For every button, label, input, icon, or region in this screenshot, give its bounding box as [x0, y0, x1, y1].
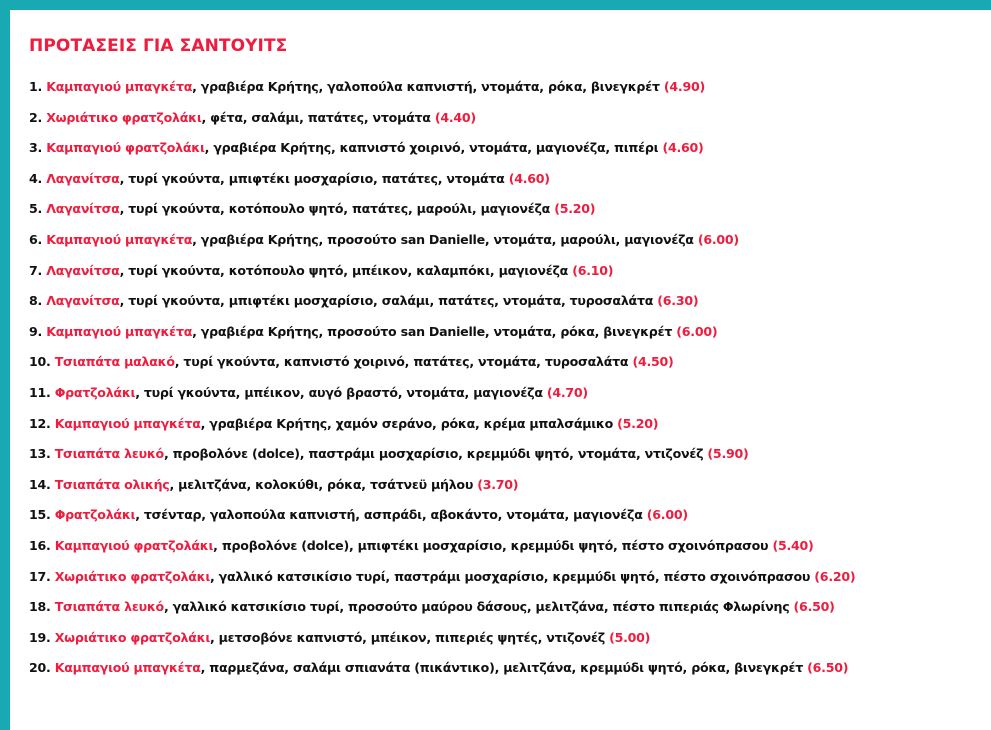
- item-bread: Λαγανίτσα: [46, 262, 120, 278]
- item-bread: Λαγανίτσα: [46, 201, 120, 217]
- item-ingredients: , τυρί γκούντα, κοτόπουλο ψητό, πατάτες, μαρούλι, μαγιονέζα: [119, 201, 555, 217]
- item-bread: Καμπαγιού μπαγκέτα: [46, 231, 193, 247]
- item-price: (6.30): [657, 293, 699, 309]
- item-bread: Καμπαγιού φρατζολάκι: [46, 140, 205, 156]
- item-ingredients: , τυρί γκούντα, μπιφτέκι μοσχαρίσιο, πατάτες, ντομάτα: [119, 170, 509, 186]
- item-ingredients: , προβολόνε (dolce), μπιφτέκι μοσχαρίσιο, κρεμμύδι ψητό, πέστο σχοινόπρασου: [213, 537, 773, 553]
- item-price: (6.00): [676, 323, 718, 339]
- item-bread: Καμπαγιού μπαγκέτα: [46, 79, 193, 94]
- item-ingredients: , γαλλικό κατσικίσιο τυρί, προσούτο μαύρου δάσους, μελιτζάνα, πέστο πιπεριάς Φλωρίνης: [163, 599, 794, 615]
- item-bread: Χωριάτικο φρατζολάκι: [54, 568, 210, 584]
- item-number: 17.: [29, 568, 51, 584]
- item-number: 9.: [29, 323, 43, 339]
- item-bread: Χωριάτικο φρατζολάκι: [54, 629, 210, 645]
- list-item: [29, 199, 991, 230]
- item-price: (6.00): [646, 507, 688, 523]
- item-ingredients: , προβολόνε (dolce), παστράμι μοσχαρίσιο, κρεμμύδι ψητό, ντομάτα, ντιζονέζ: [163, 446, 708, 462]
- list-item: [29, 108, 991, 139]
- item-ingredients: , παρμεζάνα, σαλάμι σπιανάτα (πικάντικο), μελιτζάνα, κρεμμύδι ψητό, ρόκα, βινεγκρέτ: [200, 660, 808, 676]
- list-item: [29, 291, 991, 322]
- item-number: 5.: [29, 201, 43, 217]
- list-item: [29, 414, 991, 445]
- item-number: 16.: [29, 537, 51, 553]
- list-item: [29, 138, 991, 169]
- item-number: 3.: [29, 140, 43, 156]
- list-item: [29, 658, 991, 689]
- item-bread: Λαγανίτσα: [46, 170, 120, 186]
- item-ingredients: , γραβιέρα Κρήτης, γαλοπούλα καπνιστή, ντομάτα, ρόκα, βινεγκρέτ: [192, 79, 664, 94]
- list-item: [29, 77, 991, 108]
- item-number: 8.: [29, 293, 43, 309]
- item-ingredients: , τυρί γκούντα, μπιφτέκι μοσχαρίσιο, σαλάμι, πατάτες, ντομάτα, τυροσαλάτα: [119, 293, 658, 309]
- item-ingredients: , γαλλικό κατσικίσιο τυρί, παστράμι μοσχαρίσιο, κρεμμύδι ψητό, πέστο σχοινόπρασου: [210, 568, 815, 584]
- list-item: [29, 230, 991, 261]
- item-price: (5.90): [707, 446, 749, 462]
- item-ingredients: , γραβιέρα Κρήτης, χαμόν σεράνο, ρόκα, κρέμα μπαλσάμικο: [200, 415, 618, 431]
- item-bread: Καμπαγιού φρατζολάκι: [54, 537, 214, 553]
- item-bread: Τσιαπάτα ολικής: [54, 476, 170, 492]
- item-price: (4.40): [434, 109, 476, 125]
- item-price: (4.60): [508, 170, 550, 186]
- list-item: [29, 475, 991, 506]
- item-bread: Χωριάτικο φρατζολάκι: [46, 109, 202, 125]
- list-item: [29, 322, 991, 353]
- page-title: ΠΡΟΤΑΣΕΙΣ ΓΙΑ ΣΑΝΤΟΥΙΤΣ: [29, 36, 288, 56]
- item-ingredients: , μετσοβόνε καπνιστό, μπέικον, πιπεριές ψητές, ντιζονέζ: [210, 629, 610, 645]
- item-price: (6.00): [697, 231, 739, 247]
- item-number: 12.: [29, 415, 51, 431]
- item-price: (5.20): [554, 201, 596, 217]
- item-price: (5.40): [772, 537, 814, 553]
- item-ingredients: , φέτα, σαλάμι, πατάτες, ντομάτα: [201, 109, 435, 125]
- list-item: [29, 261, 991, 292]
- item-bread: Φρατζολάκι: [54, 384, 136, 400]
- item-number: 18.: [29, 599, 51, 615]
- item-price: (4.60): [662, 140, 704, 156]
- item-bread: Φρατζολάκι: [54, 507, 136, 523]
- item-bread: Καμπαγιού μπαγκέτα: [54, 660, 201, 676]
- item-number: 14.: [29, 476, 51, 492]
- item-bread: Καμπαγιού μπαγκέτα: [46, 323, 193, 339]
- item-number: 10.: [29, 354, 51, 370]
- item-price: (5.00): [609, 629, 651, 645]
- list-item: [29, 169, 991, 200]
- item-price: (4.50): [632, 354, 674, 370]
- item-price: (6.20): [814, 568, 856, 584]
- item-bread: Καμπαγιού μπαγκέτα: [54, 415, 201, 431]
- item-ingredients: , γραβιέρα Κρήτης, καπνιστό χοιρινό, ντομάτα, μαγιονέζα, πιπέρι: [204, 140, 663, 156]
- list-item: [29, 505, 991, 536]
- item-price: (5.20): [617, 415, 659, 431]
- item-price: (3.70): [477, 476, 519, 492]
- item-number: 15.: [29, 507, 51, 523]
- item-number: 13.: [29, 446, 51, 462]
- item-number: 20.: [29, 660, 51, 676]
- item-ingredients: , γραβιέρα Κρήτης, προσούτο san Danielle, ντομάτα, μαρούλι, μαγιονέζα: [192, 231, 698, 247]
- item-bread: Λαγανίτσα: [46, 293, 120, 309]
- item-price: (4.70): [546, 384, 588, 400]
- item-price: (6.10): [572, 262, 614, 278]
- item-ingredients: , μελιτζάνα, κολοκύθι, ρόκα, τσάτνεϋ μήλου: [169, 476, 478, 492]
- item-number: 4.: [29, 170, 43, 186]
- list-item: [29, 444, 991, 475]
- list-item: [29, 352, 991, 383]
- item-ingredients: , γραβιέρα Κρήτης, προσούτο san Danielle, ντομάτα, ρόκα, βινεγκρέτ: [192, 323, 677, 339]
- item-number: 6.: [29, 231, 43, 247]
- list-item: [29, 536, 991, 567]
- item-bread: Τσιαπάτα μαλακό: [54, 354, 175, 370]
- item-ingredients: , τσένταρ, γαλοπούλα καπνιστή, ασπράδι, αβοκάντο, ντομάτα, μαγιονέζα: [135, 507, 647, 523]
- item-ingredients: , τυρί γκούντα, καπνιστό χοιρινό, πατάτες, ντομάτα, τυροσαλάτα: [174, 354, 633, 370]
- list-item: [29, 597, 991, 628]
- item-number: 2.: [29, 109, 43, 125]
- sandwich-list: [29, 77, 991, 689]
- item-price: (4.90): [663, 79, 705, 94]
- list-item: [29, 628, 991, 659]
- item-bread: Τσιαπάτα λευκό: [54, 599, 164, 615]
- item-bread: Τσιαπάτα λευκό: [54, 446, 164, 462]
- item-number: 19.: [29, 629, 51, 645]
- item-price: (6.50): [793, 599, 835, 615]
- menu-panel: [10, 10, 991, 730]
- item-ingredients: , τυρί γκούντα, μπέικον, αυγό βραστό, ντομάτα, μαγιονέζα: [135, 384, 547, 400]
- item-price: (6.50): [807, 660, 849, 676]
- item-number: 11.: [29, 384, 51, 400]
- list-item: [29, 383, 991, 414]
- item-ingredients: , τυρί γκούντα, κοτόπουλο ψητό, μπέικον, καλαμπόκι, μαγιονέζα: [119, 262, 573, 278]
- item-number: 7.: [29, 262, 43, 278]
- list-item: [29, 567, 991, 598]
- item-number: 1.: [29, 79, 43, 94]
